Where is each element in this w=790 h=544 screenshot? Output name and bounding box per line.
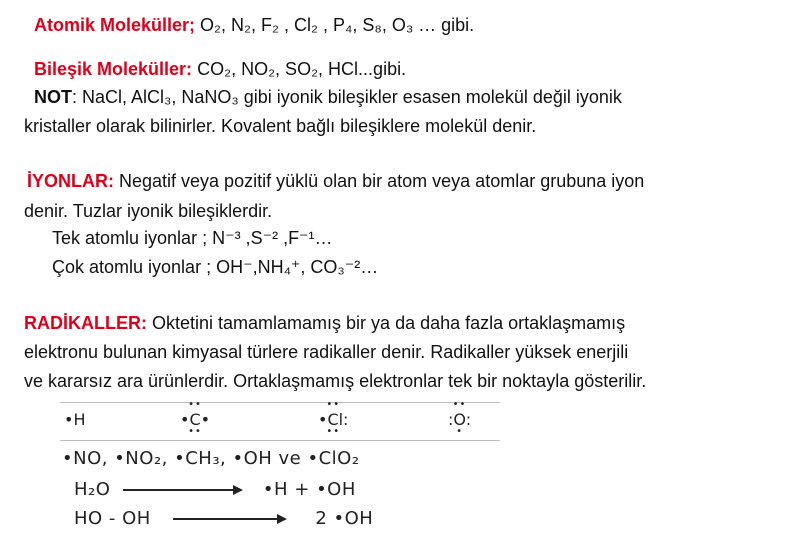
lewis-carbon-text: •C• [180, 410, 211, 429]
reaction-1 [74, 479, 356, 500]
atomic-molecules-list: O₂, N₂, F₂ , Cl₂ , P₄, S₈, O₃ … gibi. [200, 15, 475, 35]
radicals-line-3: ve kararsız ara ürünlerdir. Ortaklaşmamış elektronlar tek bir noktayla gösterilir. [24, 371, 647, 391]
note-line-1 [34, 86, 622, 108]
note-label: NOT [34, 87, 72, 107]
lewis-chlorine: •• •Cl: •• [318, 399, 349, 437]
lewis-chlorine-text: •Cl: [318, 410, 349, 429]
ions-text-1: Negatif veya pozitif yüklü olan bir atom veya atomlar grubuna iyon [114, 171, 645, 191]
reaction-2-right: 2 •OH [315, 508, 374, 529]
reaction-1-left: H₂O [74, 479, 111, 500]
atomic-molecules-line [34, 14, 474, 36]
note-text-1: : NaCl, AlCl₃, NaNO₃ gibi iyonik bileşikler esasen molekül değil iyonik [72, 87, 622, 107]
reaction-2-arrow [173, 518, 285, 520]
lewis-hydrogen-text: •H [64, 410, 86, 429]
ions-line-1 [27, 170, 644, 192]
ions-line-2: denir. Tuzlar iyonik bileşiklerdir. [24, 201, 273, 221]
reaction-2-left: HO - OH [74, 508, 151, 529]
radicals-line-2: elektronu bulunan kimyasal türlere radikaller denir. Radikaller yüksek enerjili [24, 342, 629, 362]
polyatomic-ions: Çok atomlu iyonlar ; OH⁻,NH₄⁺, CO₃⁻²… [52, 257, 379, 277]
radicals-label: RADİKALLER: [24, 313, 147, 333]
radicals-line-1 [24, 312, 625, 334]
reaction-1-right: •H + •OH [262, 479, 356, 500]
reaction-2 [74, 508, 373, 529]
lewis-carbon: •• •C• •• [180, 399, 211, 437]
compound-molecules-line [34, 58, 406, 80]
atomic-molecules-label: Atomik Moleküller; [34, 15, 196, 35]
ions-label: İYONLAR: [27, 171, 114, 191]
compound-molecules-list: CO₂, NO₂, SO₂, HCl...gibi. [197, 59, 407, 79]
lewis-oxygen: •• :O: • [448, 399, 472, 437]
lewis-oxygen-text: :O: [448, 410, 472, 429]
lewis-hydrogen [64, 410, 85, 429]
figure-mid-rule [60, 440, 500, 441]
note-line-2: kristaller olarak bilinirler. Kovalent bağlı bileşiklere molekül denir. [24, 116, 537, 136]
radical-examples: •NO, •NO₂, •CH₃, •OH ve •ClO₂ [62, 448, 360, 469]
monatomic-ions: Tek atomlu iyonlar ; N⁻³ ,S⁻² ,F⁻¹… [52, 228, 333, 248]
reaction-1-arrow [123, 489, 241, 491]
radicals-text-1: Oktetini tamamlamamış bir ya da daha fazla ortaklaşmamış [147, 313, 626, 333]
figure-top-rule [60, 402, 500, 403]
compound-molecules-label: Bileşik Moleküller: [34, 59, 193, 79]
